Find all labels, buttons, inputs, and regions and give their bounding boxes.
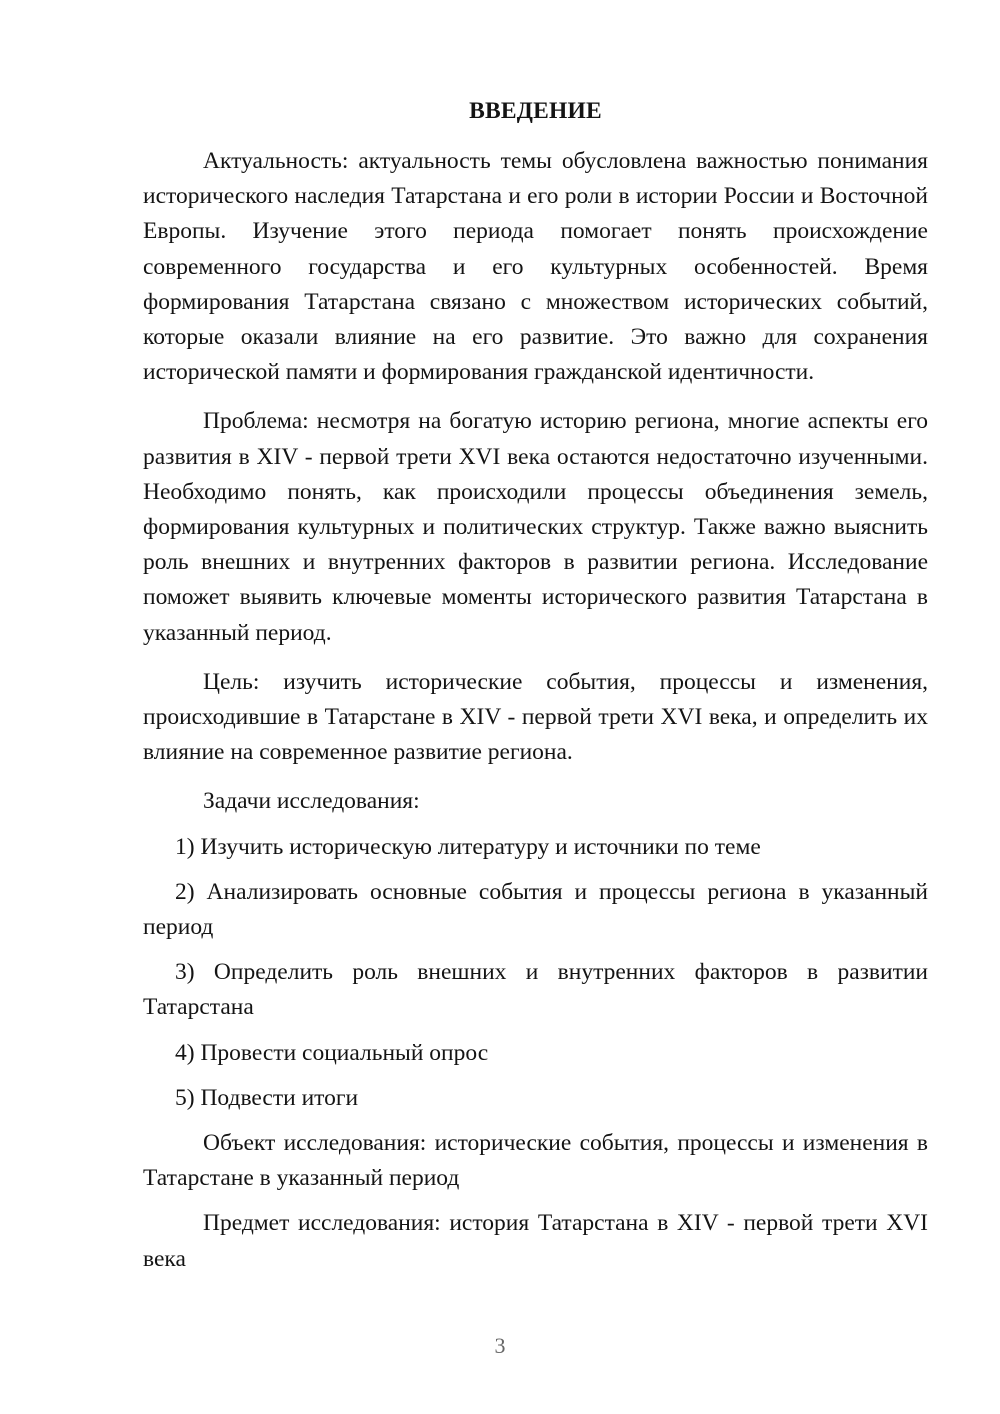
- task-item-1: 1) Изучить историческую литературу и источники по теме: [175, 833, 761, 860]
- section-heading: ВВЕДЕНИЕ: [469, 98, 602, 124]
- task-item-3: 3) Определить роль внешних и внутренних факторов в развитии Татарстана: [143, 959, 928, 1021]
- relevance-paragraph: Актуальность: актуальность темы обусловлена важностью понимания исторического наследия Татарстана и его роли в истории России и Восточной Европы. Изучение этого периода помогает понять происхождение современного государства и его культурных особенностей. Время формирования Татарстана связано с множеством исторических событий, которые оказали влияние на его развитие. Это важно для сохранения исторической памяти и формирования гражданской идентичности.: [143, 148, 928, 386]
- page-content: [143, 92, 928, 1277]
- page-number: 3: [494, 1333, 506, 1358]
- research-subject-paragraph: Предмет исследования: история Татарстана в XIV - первой трети XVI века: [143, 1210, 928, 1272]
- task-item-2: 2) Анализировать основные события и процессы региона в указанный период: [143, 878, 928, 941]
- tasks-title: Задачи исследования:: [203, 788, 420, 815]
- research-object-paragraph: Объект исследования: исторические события, процессы и изменения в Татарстане в указанный период: [143, 1130, 928, 1192]
- goal-paragraph: Цель: изучить исторические события, процессы и изменения, происходившие в Татарстане в XIV - первой трети XVI века, и определить их влияние на современное развитие региона.: [143, 668, 928, 766]
- task-item-5: 5) Подвести итоги: [175, 1084, 359, 1111]
- problem-paragraph: Проблема: несмотря на богатую историю региона, многие аспекты его развития в XIV - первой трети XVI века остаются недостаточно изученными. Необходимо понять, как происходили процессы объединения земель, формирования культурных и политических структур. Также важно выяснить роль внешних и внутренних факторов в развитии региона. Исследование поможет выявить ключевые моменты исторического развития Татарстана в указанный период.: [143, 408, 928, 646]
- task-item-4: 4) Провести социальный опрос: [175, 1039, 489, 1066]
